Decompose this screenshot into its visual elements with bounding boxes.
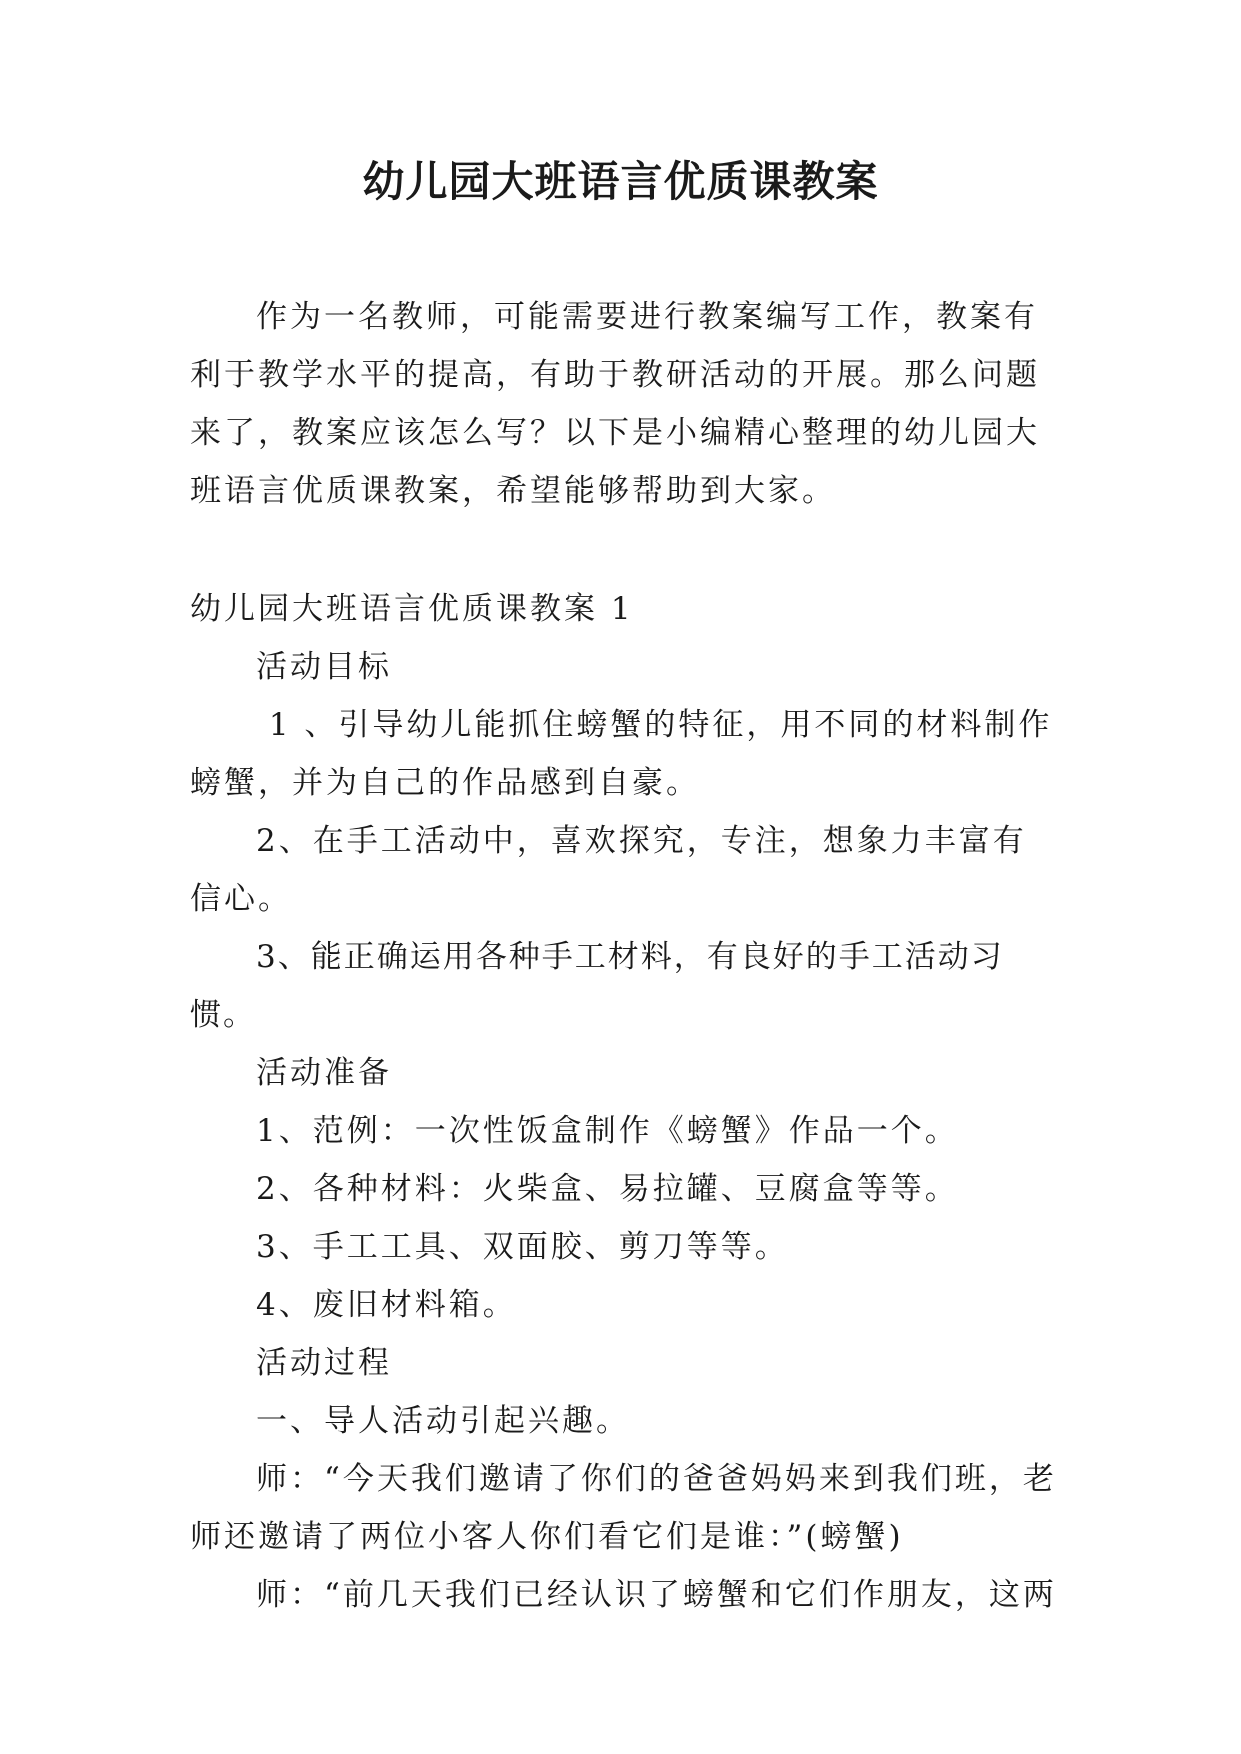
- process-heading: 活动过程: [256, 1345, 392, 1381]
- document-body: [190, 580, 1058, 1624]
- process-item: 师：“前几天我们已经认识了螃蟹和它们作朋友，这两: [256, 1577, 1057, 1613]
- prep-item: 1、范例：一次性饭盒制作《螃蟹》作品一个。: [256, 1113, 959, 1149]
- section-heading: 幼儿园大班语言优质课教案 1: [190, 591, 634, 627]
- prep-item: 4、废旧材料箱。: [256, 1287, 517, 1323]
- goal-item: 3、能正确运用各种手工材料，有良好的手工活动习惯。: [190, 939, 1004, 1033]
- prep-item: 3、手工工具、双面胶、剪刀等等。: [256, 1229, 789, 1265]
- prep-heading: 活动准备: [256, 1055, 392, 1091]
- goal-item: 2、在手工活动中，喜欢探究，专注，想象力丰富有信心。: [190, 823, 1027, 917]
- process-item: 一、导人活动引起兴趣。: [256, 1403, 630, 1439]
- goals-heading: 活动目标: [256, 649, 392, 685]
- prep-item: 2、各种材料：火柴盒、易拉罐、豆腐盒等等。: [256, 1171, 959, 1207]
- document-title: 幼儿园大班语言优质课教案: [362, 157, 879, 206]
- goal-item: 1 、引导幼儿能抓住螃蟹的特征，用不同的材料制作螃蟹，并为自己的作品感到自豪。: [190, 707, 1053, 801]
- intro-paragraph: 作为一名教师，可能需要进行教案编写工作，教案有利于教学水平的提高，有助于教研活动的开展。那么问题来了，教案应该怎么写？以下是小编精心整理的幼儿园大班语言优质课教案，希望能够帮助到大家。: [190, 299, 1040, 509]
- process-item: 师：“今天我们邀请了你们的爸爸妈妈来到我们班，老师还邀请了两位小客人你们看它们是谁：”(螃蟹): [190, 1461, 1057, 1555]
